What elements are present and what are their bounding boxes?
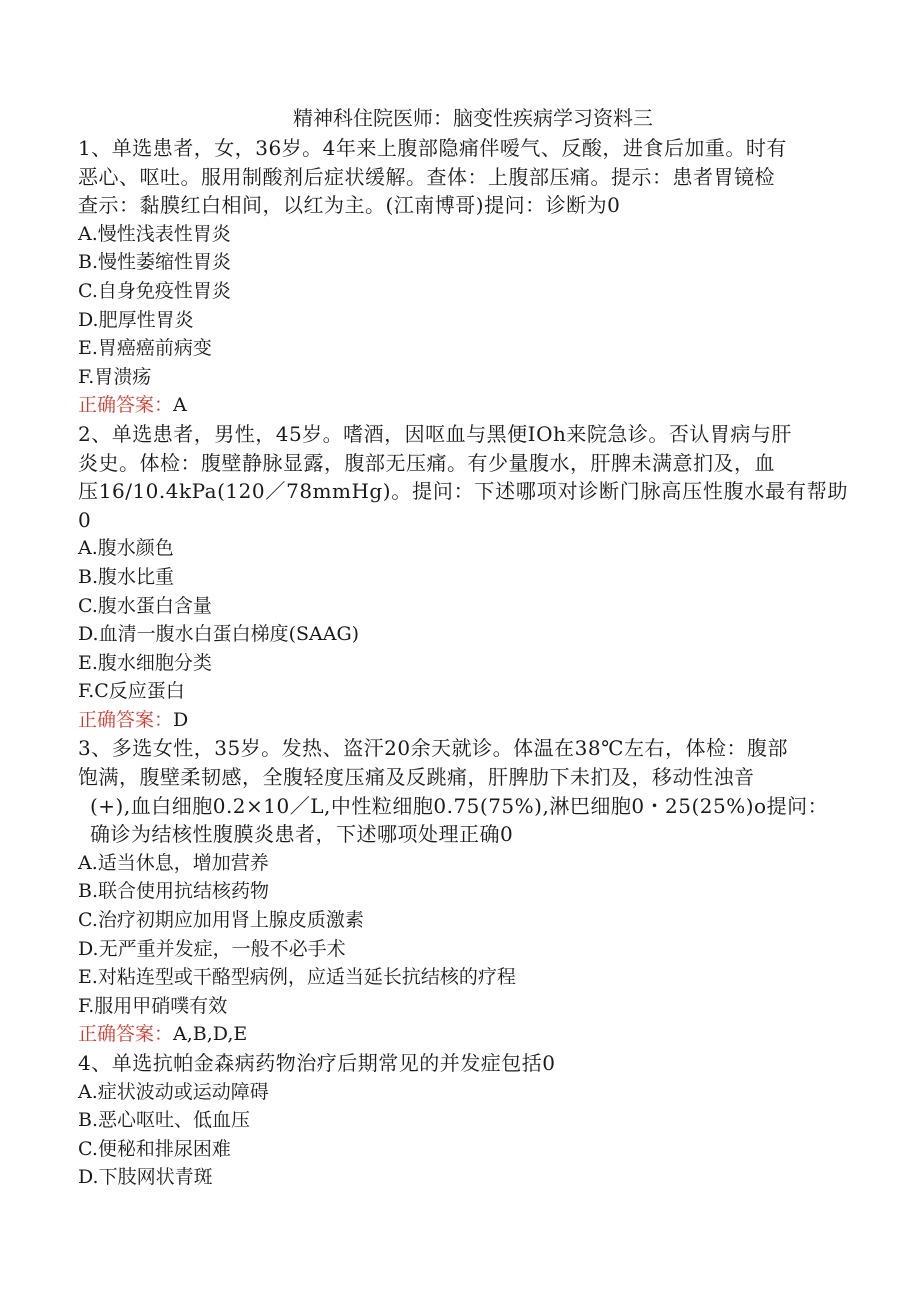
question-stem-line: 2、单选患者，男性，45岁。嗜酒，因呕血与黑便IOh来院急诊。否认胃病与肝 (78, 421, 792, 446)
option-b: B.恶心呕吐、低血压 (78, 1109, 251, 1132)
option-c: C.自身免疫性胃炎 (78, 279, 231, 302)
correct-answer (78, 1020, 848, 1049)
answer-value: A (173, 394, 187, 417)
option-e: E.对粘连型或干酪型病例，应适当延长抗结核的疗程 (78, 966, 516, 989)
answer-value: A,B,D,E (173, 1023, 248, 1046)
option-a: A.适当休息，增加营养 (78, 851, 269, 874)
document-page (78, 104, 848, 1192)
option-f: F.胃溃疡 (78, 365, 152, 388)
question-stem-line: 恶心、呕吐。服用制酸剂后症状缓解。查体：上腹部压痛。提示：患者胃镜检 (78, 164, 775, 189)
question-stem-line: 压16/10.4kPa(120／78mmHg)。提问：下述哪项对诊断门脉高压性腹水最有帮助0 (78, 479, 848, 532)
option-a: A.腹水颜色 (78, 537, 174, 560)
question-4 (78, 1049, 848, 1192)
option-d: D.下肢网状青斑 (78, 1166, 213, 1189)
question-stem-line: 确诊为结核性腹膜炎患者，下述哪项处理正确0 (90, 822, 514, 847)
question-stem-line: 1、单选患者，女，36岁。4年来上腹部隐痛伴嗳气、反酸，进食后加重。时有 (78, 136, 787, 160)
question-stem-line: (+),血白细胞0.2×10／L,中性粒细胞0.75(75%),淋巴细胞0・25(25%)o提问： (90, 793, 829, 818)
option-c: C.便秘和排尿困难 (78, 1137, 231, 1160)
option-e: E.胃癌癌前病变 (78, 337, 212, 360)
correct-answer (78, 391, 848, 420)
document-title: 精神科住院医师：脑变性疾病学习资料三 (293, 106, 653, 130)
question-stem-line: 3、多选女性，35岁。发热、盗汗20余天就诊。体温在38℃左右，体检：腹部 (78, 736, 788, 761)
option-d: D.肥厚性胃炎 (78, 308, 194, 331)
question-2 (78, 420, 848, 735)
option-c: C.治疗初期应加用肾上腺皮质激素 (78, 909, 364, 932)
answer-label: 正确答案： (78, 394, 174, 417)
question-stem-line: 炎史。体检：腹壁静脉显露，腹部无压痛。有少量腹水，肝脾未满意扪及，血 (78, 450, 775, 475)
option-b: B.联合使用抗结核药物 (78, 880, 270, 903)
question-3 (78, 734, 848, 1049)
option-f: F.服用甲硝噗有效 (78, 994, 228, 1017)
question-stem-line: 4、单选抗帕金森病药物治疗后期常见的并发症包括0 (78, 1051, 556, 1075)
option-d: D.无严重并发症，一般不必手术 (78, 937, 346, 960)
question-stem-line: 饱满，腹壁柔韧感，全腹轻度压痛及反跳痛，肝脾肋下未扪及，移动性浊音 (78, 765, 755, 790)
option-a: A.症状波动或运动障碍 (78, 1080, 269, 1103)
answer-label: 正确答案： (78, 708, 174, 731)
option-d: D.血清一腹水白蛋白梯度(SAAG) (78, 623, 360, 646)
option-b: B.慢性萎缩性胃炎 (78, 251, 232, 274)
answer-label: 正确答案： (78, 1023, 174, 1046)
question-stem-line: 查示：黏膜红白相间，以红为主。(江南博哥)提问：诊断为0 (78, 193, 621, 218)
option-b: B.腹水比重 (78, 565, 175, 588)
correct-answer (78, 706, 848, 735)
option-a: A.慢性浅表性胃炎 (78, 222, 231, 245)
option-e: E.腹水细胞分类 (78, 651, 212, 674)
option-c: C.腹水蛋白含量 (78, 594, 212, 617)
answer-value: D (173, 708, 189, 731)
option-f: F.C反应蛋白 (78, 680, 185, 703)
question-1 (78, 134, 848, 420)
